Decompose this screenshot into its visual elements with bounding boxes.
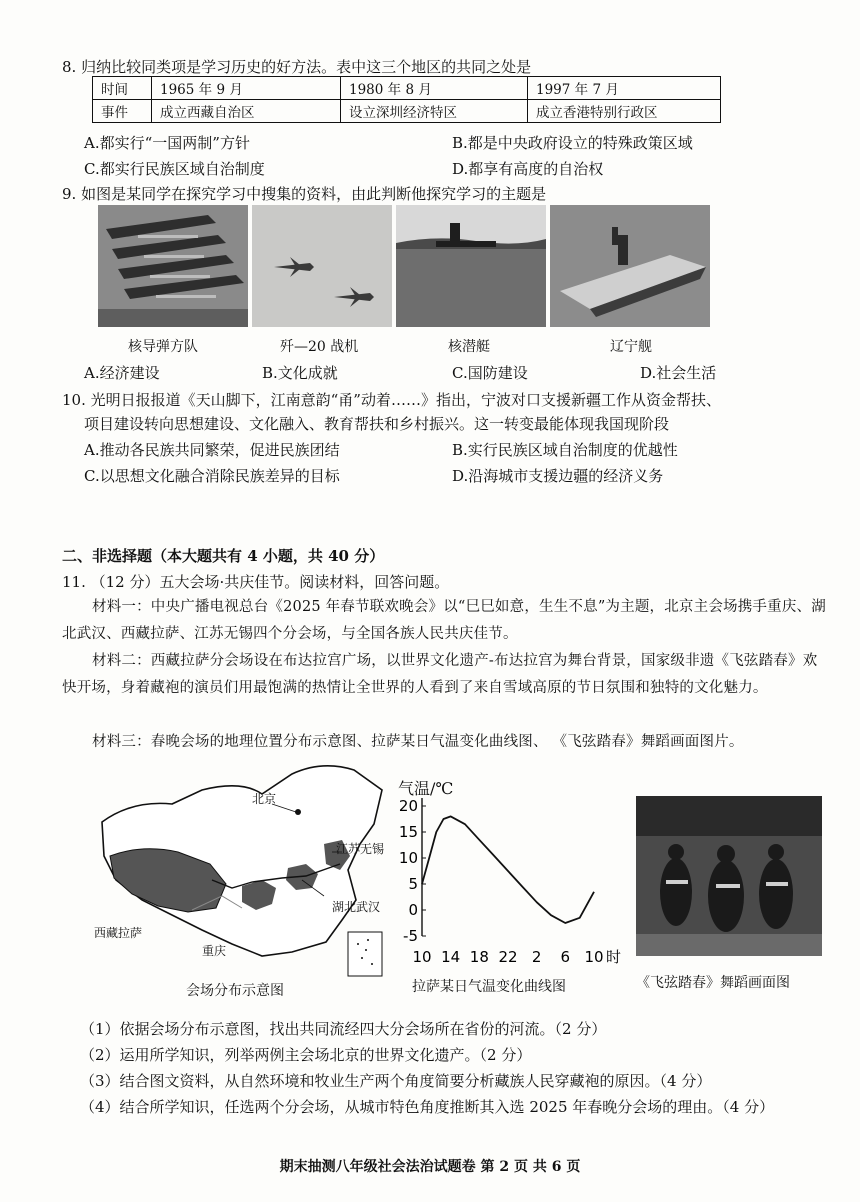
- missile-parade-photo: [98, 205, 248, 327]
- map-label-wuhan: 湖北武汉: [332, 900, 381, 914]
- q9-stem: 9. 如图是某同学在探究学习中搜集的资料，由此判断他探究学习的主题是: [62, 185, 547, 203]
- option-b: B.实行民族区域自治制度的优越性: [452, 441, 678, 459]
- option-d: D.社会生活: [640, 364, 717, 382]
- material-1: 材料一：中央广播电视总台《2025 年春节联欢晚会》以“巳巳如意，生生不息”为主题，北京主会场携手重庆、湖北武汉、西藏拉萨、江苏无锡四个分会场，与全国各族人民共庆佳节。: [62, 599, 826, 642]
- page-footer: 期末抽测八年级社会法治试题卷 第 2 页 共 6 页: [279, 1159, 581, 1175]
- q10-stem-line1: 10. 光明日报报道《天山脚下，江南意韵“甬”动着……》指出，宁波对口支援新疆工作从资金帮扶、: [62, 391, 721, 409]
- x-tick-label: 18: [469, 948, 489, 966]
- q8-table: [92, 76, 721, 123]
- table-cell: 1980 年 8 月: [341, 77, 528, 100]
- x-tick-label: 14: [441, 948, 461, 966]
- option-b: B.都是中央政府设立的特殊政策区域: [452, 134, 693, 152]
- option-a: A.推动各民族共同繁荣，促进民族团结: [84, 441, 340, 459]
- y-tick-label: 15: [398, 823, 418, 841]
- submarine-photo: [396, 205, 546, 327]
- sub-question-3: （3）结合图文资料，从自然环境和牧业生产两个角度简要分析藏族人民穿藏袍的原因。（4 分）: [80, 1072, 712, 1090]
- x-tick-label: 6: [560, 948, 571, 966]
- table-cell: 设立深圳经济特区: [341, 100, 528, 123]
- material-2: 材料二：西藏拉萨分会场设在布达拉宫广场，以世界文化遗产-布达拉宫为舞台背景，国家级非遗《飞弦踏春》欢快开场，身着藏袍的演员们用最饱满的热情让全世界的人看到了来自雪域高原的节日氛围和独特的文化魅力。: [62, 653, 818, 696]
- photo-caption: 核导弹方队: [128, 339, 198, 355]
- option-c: C.以思想文化融合消除民族差异的目标: [84, 467, 340, 485]
- x-tick-label: 22: [498, 948, 518, 966]
- venue-map: [92, 760, 392, 980]
- option-b: B.文化成就: [262, 364, 338, 382]
- photo-caption: 《飞弦踏春》舞蹈画面图: [636, 975, 790, 991]
- y-tick-label: 20: [398, 797, 418, 815]
- map-label-lhasa: 西藏拉萨: [94, 926, 143, 940]
- option-a: A.经济建设: [84, 364, 160, 382]
- material-3: 材料三：春晚会场的地理位置分布示意图、拉萨某日气温变化曲线图、 《飞弦踏春》舞蹈画面图片。: [92, 734, 744, 750]
- q10-stem-line2: 项目建设转向思想建设、文化融入、教育帮扶和乡村振兴。这一转变最能体现我国现阶段: [84, 415, 670, 433]
- x-tick-label: 10: [584, 948, 604, 966]
- chart-ylabel: 气温/℃: [398, 779, 454, 798]
- table-cell: 时间: [93, 77, 152, 100]
- section-title: 二、非选择题（本大题共有 4 小题，共 40 分）: [62, 547, 385, 565]
- dance-photo: [636, 796, 822, 956]
- table-cell: 成立西藏自治区: [152, 100, 341, 123]
- map-label-wuxi: 江苏无锡: [336, 842, 385, 856]
- y-tick-label: 0: [408, 901, 418, 919]
- chart-caption: 拉萨某日气温变化曲线图: [412, 979, 566, 995]
- option-c: C.国防建设: [452, 364, 528, 382]
- table-cell: 事件: [93, 100, 152, 123]
- table-cell: 1965 年 9 月: [152, 77, 341, 100]
- y-tick-label: -5: [403, 927, 418, 945]
- sub-question-2: （2）运用所学知识，列举两例主会场北京的世界文化遗产。（2 分）: [80, 1046, 532, 1064]
- photo-caption: 歼—20 战机: [280, 339, 359, 355]
- map-label-chongqing: 重庆: [202, 944, 227, 958]
- option-c: C.都实行民族区域自治制度: [84, 160, 265, 178]
- q11-stem: 11. （12 分）五大会场·共庆佳节。阅读材料，回答问题。: [62, 573, 450, 591]
- x-tick-label: 10: [412, 948, 432, 966]
- table-cell: 成立香港特别行政区: [528, 100, 721, 123]
- photo-caption: 辽宁舰: [610, 339, 652, 355]
- liaoning-carrier-photo: [550, 205, 710, 327]
- map-caption: 会场分布示意图: [186, 983, 284, 999]
- sub-question-1: （1）依据会场分布示意图，找出共同流经四大分会场所在省份的河流。（2 分）: [80, 1020, 607, 1038]
- photo-caption: 核潜艇: [448, 339, 490, 355]
- option-d: D.沿海城市支援边疆的经济义务: [452, 467, 664, 485]
- temperature-line: [422, 816, 594, 923]
- option-a: A.都实行“一国两制”方针: [84, 134, 250, 152]
- sub-question-4: （4）结合所学知识，任选两个分会场，从城市特色角度推断其入选 2025 年春晚分会场的理由。（4 分）: [80, 1098, 775, 1116]
- y-tick-label: 10: [398, 849, 418, 867]
- y-tick-label: 5: [408, 875, 418, 893]
- x-axis-label: 时: [606, 948, 622, 966]
- x-tick-label: 2: [531, 948, 542, 966]
- option-d: D.都享有高度的自治权: [452, 160, 604, 178]
- q8-stem: 8. 归纳比较同类项是学习历史的好方法。表中这三个地区的共同之处是: [62, 58, 532, 76]
- j20-fighters-photo: [252, 205, 392, 327]
- temperature-chart: [398, 776, 628, 966]
- map-label-beijing: 北京: [252, 792, 277, 806]
- table-cell: 1997 年 7 月: [528, 77, 721, 100]
